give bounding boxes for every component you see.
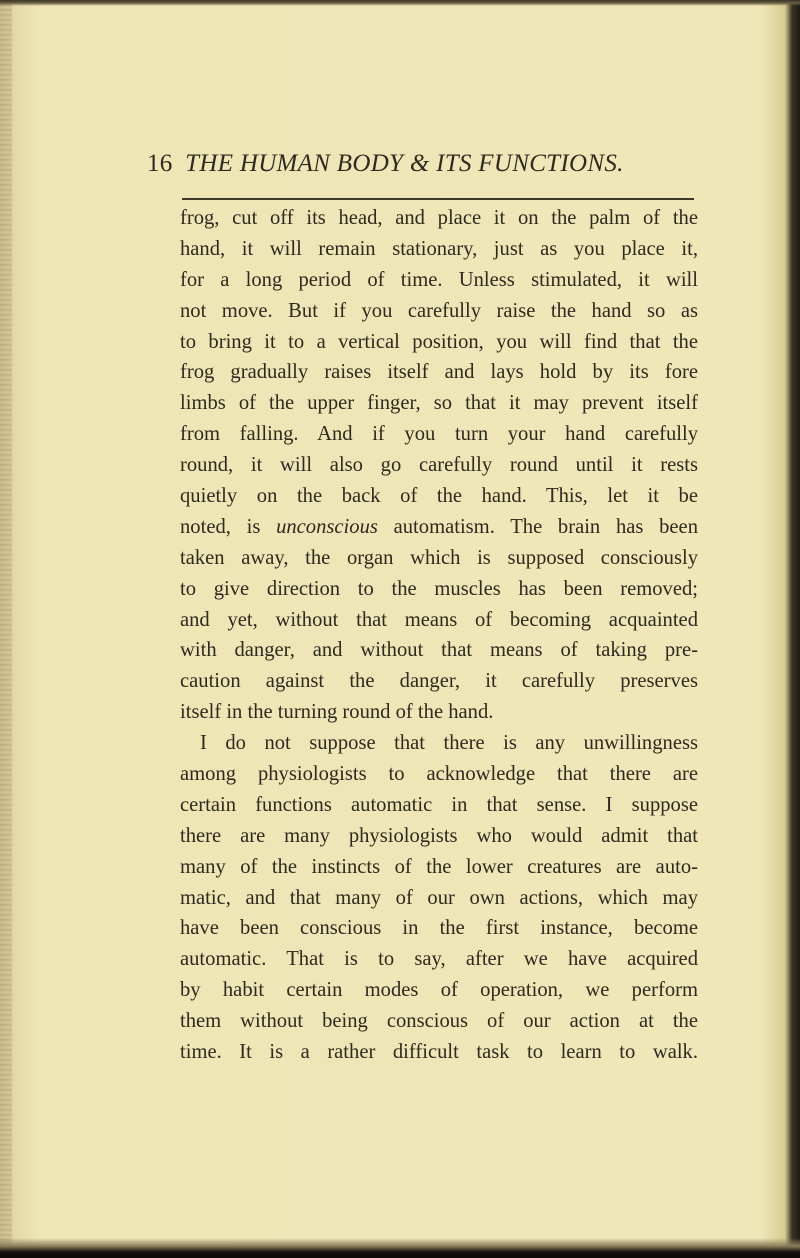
text-line: taken away, the organ which is supposed consciously xyxy=(180,546,698,569)
text-line: not move. But if you carefully raise the hand so as xyxy=(180,299,698,322)
text-line: and yet, without that means of becoming acquainted xyxy=(180,608,698,631)
text-line-mixed xyxy=(180,512,698,543)
text-line: to give direction to the muscles has been removed; xyxy=(180,577,698,600)
text-line: hand, it will remain stationary, just as you place it, xyxy=(180,237,698,260)
text-line: matic, and that many of our own actions, which may xyxy=(180,886,698,909)
text-line: many of the instincts of the lower creatures are auto- xyxy=(180,855,698,878)
text-fragment: automatism. The brain has been xyxy=(393,515,698,538)
text-line: there are many physiologists who would admit that xyxy=(180,824,698,847)
body-text xyxy=(180,203,698,1068)
text-line: with danger, and without that means of taking pre- xyxy=(180,639,698,662)
text-line: have been conscious in the first instance, become xyxy=(180,917,698,940)
text-line: limbs of the upper finger, so that it may prevent itself xyxy=(180,392,698,415)
text-line: round, it will also go carefully round until it rests xyxy=(180,454,698,477)
text-fragment: noted, is xyxy=(180,515,261,538)
text-line: for a long period of time. Unless stimulated, it will xyxy=(180,268,698,291)
text-line: frog, cut off its head, and place it on the palm of the xyxy=(180,207,698,229)
text-line: itself in the turning round of the hand. xyxy=(180,701,494,724)
text-line: from falling. And if you turn your hand carefully xyxy=(180,423,698,446)
text-line: among physiologists to acknowledge that there are xyxy=(180,763,698,786)
book-spine-edge xyxy=(0,0,12,1258)
running-title: THE HUMAN BODY & ITS FUNCTIONS. xyxy=(185,150,624,177)
text-line: to bring it to a vertical position, you will find that the xyxy=(180,330,698,353)
text-line: frog gradually raises itself and lays hold by its fore xyxy=(180,361,698,384)
text-line: time. It is a rather difficult task to learn to walk. xyxy=(180,1041,698,1064)
running-header xyxy=(147,150,707,186)
text-line: by habit certain modes of operation, we perform xyxy=(180,979,698,1002)
header-rule xyxy=(182,198,694,200)
page-bottom-edge xyxy=(0,1238,800,1258)
page-top-edge xyxy=(0,0,800,6)
text-line: automatic. That is to say, after we have acquired xyxy=(180,948,698,971)
italic-word: unconscious xyxy=(276,515,378,538)
text-line: caution against the danger, it carefully preserves xyxy=(180,670,698,693)
page-number: 16 xyxy=(147,150,173,177)
text-line: certain functions automatic in that sense. I suppose xyxy=(180,793,698,816)
text-line: I do not suppose that there is any unwillingness xyxy=(200,732,698,755)
text-line: quietly on the back of the hand. This, let it be xyxy=(180,485,698,508)
text-line: them without being conscious of our action at the xyxy=(180,1010,698,1033)
